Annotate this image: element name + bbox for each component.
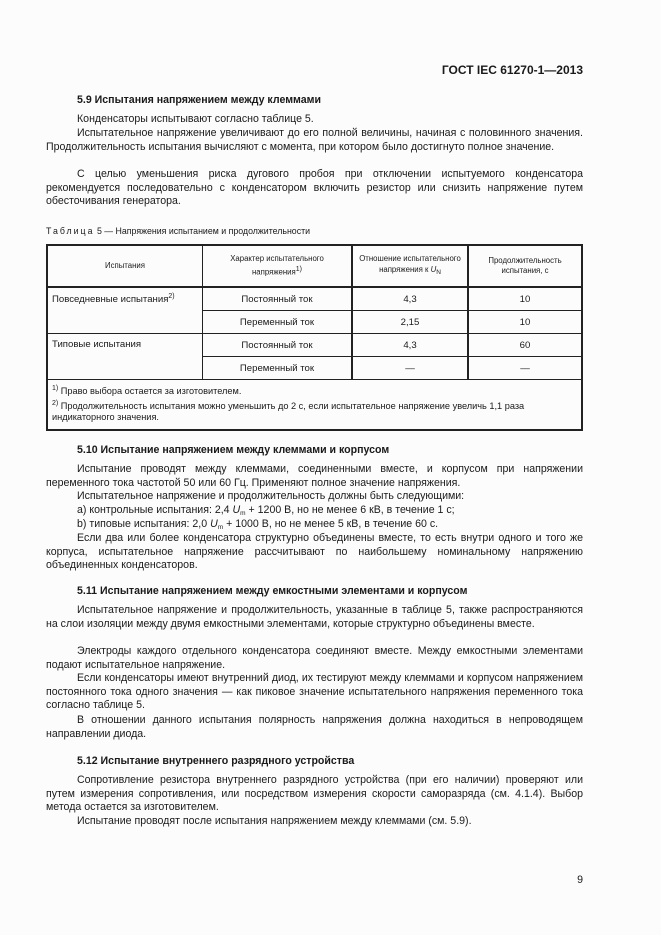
cell-test: Повседневные испытания$^{2)}$	[47, 287, 203, 334]
cell-duration: 10	[468, 287, 582, 311]
cell-type: Постоянный ток	[203, 334, 353, 357]
list-item-b: b) типовые испытания: 2,0 $U_m + 1000$ В, но не менее 5 кВ, в течение 60 с.	[77, 518, 439, 531]
cell-duration: 10	[468, 311, 582, 334]
footnote-1: $^{1)}$ Право выбора остается за изготовителем.	[52, 385, 242, 397]
caption-text: 5 — Напряжения испытанием и продолжительности	[94, 226, 311, 236]
cell-test: Типовые испытания	[47, 334, 203, 380]
paragraph: Электроды каждого отдельного конденсатора соединяют вместе. Между емкостными элементами подают испытательное напряжение.	[46, 645, 583, 671]
document-id: ГОСТ IEC 61270-1—2013	[441, 63, 583, 77]
paragraph: Испытание проводят между клеммами, соединенными вместе, и корпусом при напряжении переменного тока частотой 50 или 60 Гц. Применяют полное значение напряжения.	[46, 463, 583, 489]
table-5	[46, 244, 583, 431]
header-tests: Испытания	[47, 245, 203, 287]
table-footnotes	[47, 380, 582, 430]
paragraph: Испытательное напряжение увеличивают до его полной величины, начиная с половинного значения. Продолжительность испытания вычисляют с момента, при котором было достигнуто полное значение.	[46, 127, 583, 153]
cell-duration: —	[468, 357, 582, 380]
list-item-a: a) контрольные испытания: 2,4 $U_m + 1200$ В, но не менее 6 кВ, в течение 1 с;	[77, 504, 455, 517]
header-duration: Продолжительность испытания, с	[468, 245, 582, 287]
paragraph: Сопротивление резистора внутреннего разрядного устройства (при его наличии) проверяют или путем измерения сопротивления, или посредством измерения скорости саморазряда (см. 4.1.4). Выбор метода остается за изготовителем.	[46, 774, 583, 814]
table-header-row	[47, 245, 582, 287]
section-5-11-title: 5.11 Испытание напряжением между емкостными элементами и корпусом	[77, 585, 468, 597]
cell-duration: 60	[468, 334, 582, 357]
cell-type: Переменный ток	[203, 357, 353, 380]
header-ratio: Отношение испытательного напряжения к $U_N$	[352, 245, 468, 287]
section-5-9-title: 5.9 Испытания напряжением между клеммами	[77, 94, 321, 106]
header-voltage-type: Характер испытательного напряжения$^{1)}$	[203, 245, 353, 287]
section-5-10-title: 5.10 Испытание напряжением между клеммами и корпусом	[77, 444, 390, 456]
table-caption	[46, 226, 310, 236]
footnote-2: $^{2)}$ Продолжительность испытания можно уменьшить до 2 с, если испытательное напряжение увеличь 1,1 раза индикаторного значения.	[52, 399, 525, 423]
caption-label: Таблица	[46, 226, 95, 236]
paragraph: Если два или более конденсатора структурно объединены вместе, то есть внутри одного и того же корпуса, испытательное напряжение рассчитывают по наибольшему номинальному напряжению объединенных конденсаторов.	[46, 532, 583, 572]
paragraph: С целью уменьшения риска дугового пробоя при отключении испытуемого конденсатора рекомендуется последовательно с конденсатором включить резистор или снизить напряжение путем обесточивания генератора.	[46, 168, 583, 208]
section-5-12-title: 5.12 Испытание внутреннего разрядного устройства	[77, 755, 355, 767]
paragraph: Если конденсаторы имеют внутренний диод, их тестируют между клеммами и корпусом напряжением постоянного тока одного значения — как пиковое значение испытательного напряжения переменного тока согласно таблице 5.	[46, 672, 583, 712]
table-row	[47, 287, 582, 311]
paragraph: В отношении данного испытания полярность напряжения должна находиться в непроводящем направлении диода.	[46, 714, 583, 740]
page-number: 9	[577, 874, 583, 886]
cell-ratio: 4,3	[352, 287, 468, 311]
paragraph: Конденсаторы испытывают согласно таблице 5.	[77, 113, 314, 125]
cell-type: Постоянный ток	[203, 287, 353, 311]
cell-ratio: —	[352, 357, 468, 380]
paragraph: Испытание проводят после испытания напряжением между клеммами (см. 5.9).	[77, 815, 472, 827]
paragraph: Испытательное напряжение и продолжительность должны быть следующими:	[77, 490, 465, 502]
cell-type: Переменный ток	[203, 311, 353, 334]
cell-ratio: 2,15	[352, 311, 468, 334]
paragraph: Испытательное напряжение и продолжительность, указанные в таблице 5, также распространяются на слои изоляции между двумя емкостными элементами, которые структурно объединены вместе.	[46, 604, 583, 630]
table-row	[47, 334, 582, 357]
cell-ratio: 4,3	[352, 334, 468, 357]
footnotes-cell	[47, 380, 582, 430]
